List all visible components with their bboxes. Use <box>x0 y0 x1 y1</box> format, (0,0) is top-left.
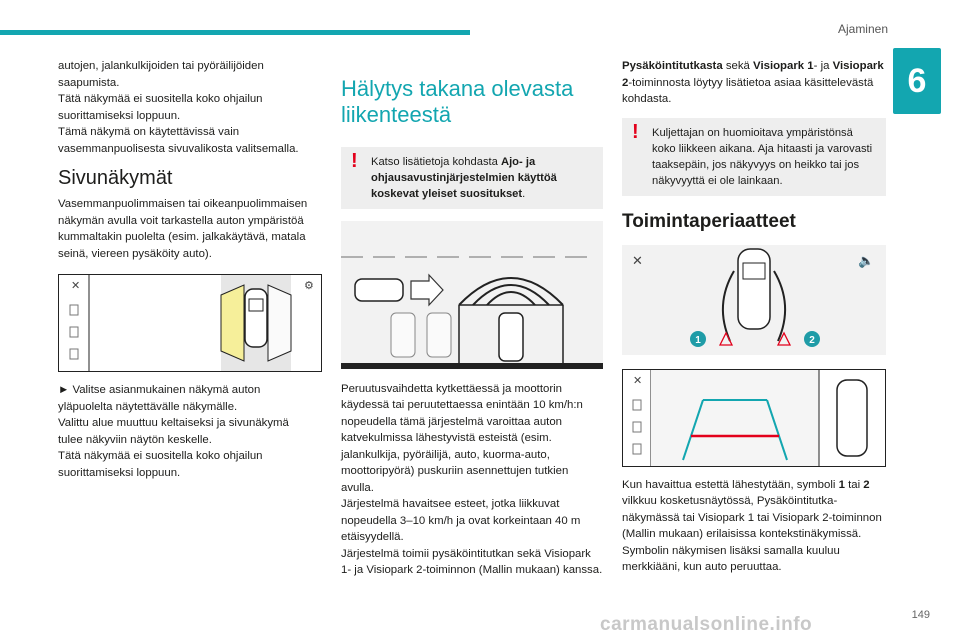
paragraph: Kun havaittua estettä lähestytään, symboli 1 tai 2 vilkkuu kosketusnäytössä, Pysäköintitutka-näkymässä tai Visiopark 1 tai Visiopark 2-toiminnon (Mallin mukaan) erilaisissa kontekstinäkymissä. <box>622 478 882 540</box>
section-title-operating-principles: Toimintaperiaatteet <box>622 210 796 232</box>
svg-text:2: 2 <box>809 334 815 346</box>
paragraph: Tämä näkymä on käytettävissä vain vasemmanpuolisesta sivuvalikosta valitsemalla. <box>58 126 299 155</box>
paragraph: autojen, jalankulkijoiden tai pyöräilijöiden saapumista. <box>58 60 264 89</box>
header-accent-bar <box>0 30 470 35</box>
speaker-icon: 🔈 <box>858 253 875 269</box>
warning-box <box>341 147 603 209</box>
parked-car <box>391 313 415 357</box>
car-top-view <box>738 249 770 329</box>
parking-sensor-diagram <box>622 245 886 355</box>
warning-icon: ! <box>632 120 639 143</box>
svg-text:1: 1 <box>695 334 701 346</box>
section-title-side-views: Sivunäkymät <box>58 167 173 189</box>
own-car <box>499 313 523 361</box>
moving-car <box>355 279 403 301</box>
warning-text: Katso lisätietoja kohdasta <box>371 155 501 168</box>
parking-sensor-figure <box>622 245 886 355</box>
side-view-figure <box>58 274 322 372</box>
watermark: carmanualsonline.info <box>600 614 813 635</box>
warning-box <box>622 118 886 196</box>
warning-icon: ! <box>351 149 358 172</box>
warning-text: Kuljettajan on huomioitava ympäristönsä koko liikkeen aikana. Aja hitaasti ja varovasti taaksepäin, jos näkyvyys on heikko tai jos näkyvyyttä ei ole lainkaan. <box>652 126 873 187</box>
paragraph: Vasemmanpuolimmaisen tai oikeanpuolimmaisen näkymän avulla voit tarkastella auton ympäristöä kummaltakin puolelta (esim. jalkakäytävä, matala seinä, viereen pysäköity auto). <box>58 198 308 260</box>
close-icon: ✕ <box>71 280 81 292</box>
warning-text-bold: Ajo- ja ohjausavustinjärjestelmien käyttöä koskevat yleiset suositukset <box>371 155 557 200</box>
car-top-view <box>837 380 867 456</box>
paragraph: Tätä näkymää ei suositella koko ohjailun suorittamiseksi loppuun. <box>58 93 263 122</box>
paragraph: Järjestelmä havaitsee esteet, jotka liikkuvat nopeudella 3–10 km/h ja ovat korkeintaan 40 m etäisyydellä. <box>341 498 581 543</box>
paragraph: Pysäköintitutkasta sekä Visiopark 1- ja Visiopark 2-toiminnosta löytyy lisätietoa asiaa käsittelevästä kohdasta. <box>622 60 884 105</box>
settings-icon: ⚙ <box>304 280 314 292</box>
column-1 <box>58 58 314 481</box>
page-number: 149 <box>911 609 930 621</box>
close-icon: ✕ <box>633 374 643 387</box>
rear-camera-diagram <box>623 370 885 466</box>
paragraph: Symbolin näkymisen lisäksi samalla kuuluu merkkiääni, kun auto peruuttaa. <box>622 544 840 573</box>
paragraph: Valittu alue muuttuu keltaiseksi ja sivunäkymä tulee näkyviin näytön keskelle. <box>58 417 289 446</box>
paragraph: Tätä näkymää ei suositella koko ohjailun suorittamiseksi loppuun. <box>58 450 263 479</box>
side-view-screen-diagram <box>59 275 321 371</box>
section-title-rear-traffic-alert: Hälytys takana olevasta liikenteestä <box>341 76 574 128</box>
column-2 <box>341 58 603 579</box>
parked-car <box>427 313 451 357</box>
paragraph: Peruutusvaihdetta kytkettäessä ja moottorin käydessä tai peruutettaessa enintään 10 km/h:n nopeudella tämä järjestelmä varoittaa auton katvekulmissa lähestyvistä esteistä (esim. jalankulkija, pyöräilijä, auto, kuorma-auto, moottoripyörä) puskuriin asennettujen tutkien avulla. <box>341 382 583 494</box>
paragraph: Järjestelmä toimii pysäköintitutkan sekä Visiopark 1- ja Visiopark 2-toiminnon (Mallin mukaan) kanssa. <box>341 547 603 576</box>
rear-camera-figure <box>622 369 886 467</box>
page-header-title: Ajaminen <box>837 22 888 36</box>
car-top-view <box>245 289 267 347</box>
warning-text: . <box>522 187 526 200</box>
paragraph: ► Valitse asianmukainen näkymä auton yläpuolelta näytettävälle näkymälle. <box>58 384 261 413</box>
rear-traffic-figure <box>341 221 603 369</box>
chapter-badge: 6 <box>893 48 941 114</box>
close-icon: ✕ <box>632 252 643 268</box>
column-3 <box>622 58 886 576</box>
rear-traffic-diagram <box>341 221 603 369</box>
